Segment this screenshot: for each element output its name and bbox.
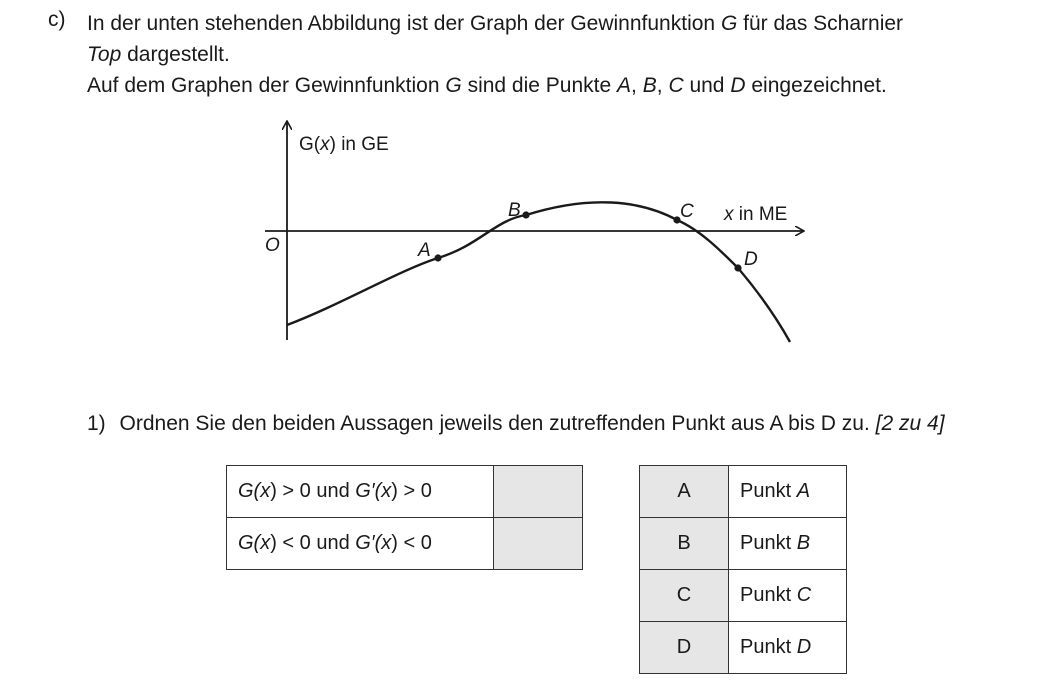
intro-text-1: In der unten stehenden Abbildung ist der Graph der Gewinnfunktion (87, 12, 716, 35)
y-axis-label: G(x) in GE (299, 134, 389, 155)
point-a-label: A (418, 240, 431, 261)
statement-2: G(x) < 0 und G′(x) < 0 (227, 518, 494, 570)
intro-text-3b: sind die Punkte (467, 74, 612, 97)
intro-line-1 (87, 8, 1017, 39)
option-text: Punkt C (729, 570, 847, 622)
option-text: Punkt A (729, 466, 847, 518)
intro-text-1b: für das Scharnier (743, 12, 904, 35)
x-axis-label: x in ME (724, 204, 788, 225)
origin-label: O (265, 235, 280, 256)
point-d-dot (734, 264, 741, 271)
option-text: Punkt B (729, 518, 847, 570)
intro-comma-1: , (631, 74, 637, 97)
statement-row (227, 466, 583, 518)
point-b-label: B (508, 200, 521, 221)
point-a-dot (434, 254, 441, 261)
intro-text-3a: Auf dem Graphen der Gewinnfunktion (87, 74, 440, 97)
intro-text-2: dargestellt. (127, 43, 230, 66)
task-text: Ordnen Sie den beiden Aussagen jeweils den zutreffenden Punkt aus A bis D zu. (119, 412, 870, 435)
part-label: c) (48, 8, 66, 31)
intro-comma-2: , (656, 74, 663, 97)
intro-point-a: A (617, 74, 632, 97)
profit-curve (287, 202, 790, 342)
answer-box-2[interactable] (494, 518, 583, 570)
option-row (640, 570, 847, 622)
point-d-label: D (744, 249, 758, 270)
intro-point-c: C (668, 74, 684, 97)
task-score: [2 zu 4] (875, 412, 945, 435)
options-table (639, 465, 847, 674)
option-letter: A (640, 466, 729, 518)
task-number: 1) (87, 412, 106, 435)
profit-function-graph (250, 110, 820, 350)
statements-table (226, 465, 583, 570)
option-letter: B (640, 518, 729, 570)
option-row (640, 466, 847, 518)
intro-point-b: B (642, 74, 657, 97)
intro-line-3 (87, 70, 1017, 101)
task-1 (87, 412, 945, 436)
intro-point-d: D (730, 74, 746, 97)
intro-line-2 (87, 39, 1017, 70)
statement-1: G(x) > 0 und G′(x) > 0 (227, 466, 494, 518)
option-text: Punkt D (729, 622, 847, 674)
point-c-label: C (680, 201, 694, 222)
intro-function-name-2: G (445, 74, 462, 97)
intro-text-3c: eingezeichnet. (751, 74, 887, 97)
answer-box-1[interactable] (494, 466, 583, 518)
option-letter: C (640, 570, 729, 622)
intro-und: und (689, 74, 725, 97)
option-row (640, 622, 847, 674)
intro-product-name: Top (87, 43, 122, 66)
intro-text (87, 8, 1017, 101)
point-b-dot (522, 211, 529, 218)
intro-function-name: G (720, 12, 738, 35)
statement-row (227, 518, 583, 570)
option-letter: D (640, 622, 729, 674)
option-row (640, 518, 847, 570)
